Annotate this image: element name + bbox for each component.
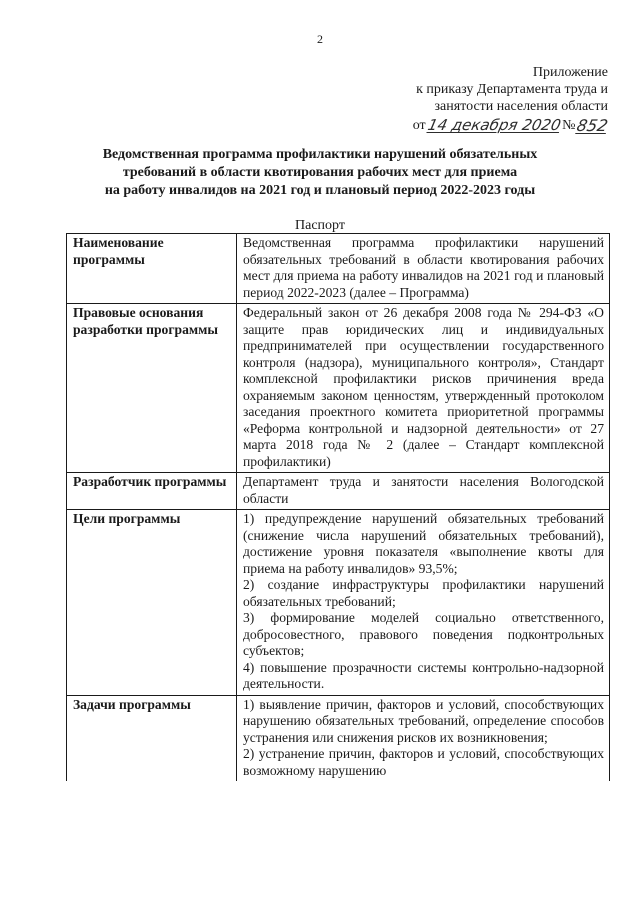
row-paragraph: Ведомственная программа профилактики нарушений обязательных требований в области квотирования рабочих мест для приема на работу инвалидов на 2021 год и плановый период 2022-2023 (далее – Программа) [243,235,604,300]
order-date-handwritten: 14 декабря 2020 [425,116,563,134]
row-value [237,473,610,510]
appendix-block [412,64,611,135]
title-line-3: на работу инвалидов на 2021 год и плановый период 2022-2023 годы [104,183,536,198]
row-value [237,234,610,304]
row-value [237,510,610,696]
passport-label: Паспорт [295,218,345,233]
title-line-2: требований в области квотирования рабочих мест для приема [122,165,518,180]
row-label: Наименование программы [67,234,237,304]
table-row [67,695,610,781]
row-label: Правовые основания разработки программы [67,304,237,473]
appendix-line-2: к приказу Департамента труда и [416,82,608,97]
table-row [67,510,610,696]
page-number: 2 [317,32,323,46]
row-paragraph: Федеральный закон от 26 декабря 2008 года № 294-ФЗ «О защите прав юридических лиц и индивидуальных предпринимателей при осуществлении государственного контроля (надзора), муниципального контроля», Стандарт комплексной профилактики рисков причинения вреда охраняемым законом ценностям, утвержденный протоколом заседания проектного комитета приоритетной программы «Реформа контрольной и надзорной деятельности» от 27 марта 2018 года № 2 (далее – Стандарт комплексной профилактики) [243,305,604,469]
row-paragraph: 2) устранение причин, факторов и условий, способствующих возможному нарушению [243,746,604,778]
appendix-line-1: Приложение [532,65,608,80]
row-paragraph: 4) повышение прозрачности системы контрольно-надзорной деятельности. [243,659,604,691]
row-paragraph: 3) формирование моделей социально ответственного, добросовестного, правового поведения подконтрольных субъектов; [243,610,604,658]
table-row [67,473,610,510]
appendix-line-3: занятости населения области [434,99,608,114]
document-title [60,146,580,200]
appendix-order-line [412,116,611,135]
order-number-prefix: № [562,118,576,133]
row-value [237,304,610,473]
order-number-handwritten: 852 [575,116,611,135]
table-row [67,234,610,304]
row-label: Цели программы [67,510,237,696]
table-row [67,304,610,473]
order-prefix: от [412,118,426,133]
row-paragraph: 1) предупреждение нарушений обязательных требований (снижение числа нарушений обязательных требований), достижение уровня показателя «выполнение квоты для приема на работу инвалидов» 93,5%; [243,511,604,576]
row-label: Разработчик программы [67,473,237,510]
row-paragraph: 2) создание инфраструктуры профилактики нарушений обязательных требований; [243,577,604,609]
row-paragraph: 1) выявление причин, факторов и условий, способствующих нарушению обязательных требований, определение способов устранения или снижения рисков их возникновения; [243,696,604,745]
title-line-1: Ведомственная программа профилактики нарушений обязательных [102,147,538,162]
passport-table [66,233,610,781]
row-value [237,695,610,781]
row-paragraph: Департамент труда и занятости населения Вологодской области [243,474,604,506]
row-label: Задачи программы [67,695,237,781]
